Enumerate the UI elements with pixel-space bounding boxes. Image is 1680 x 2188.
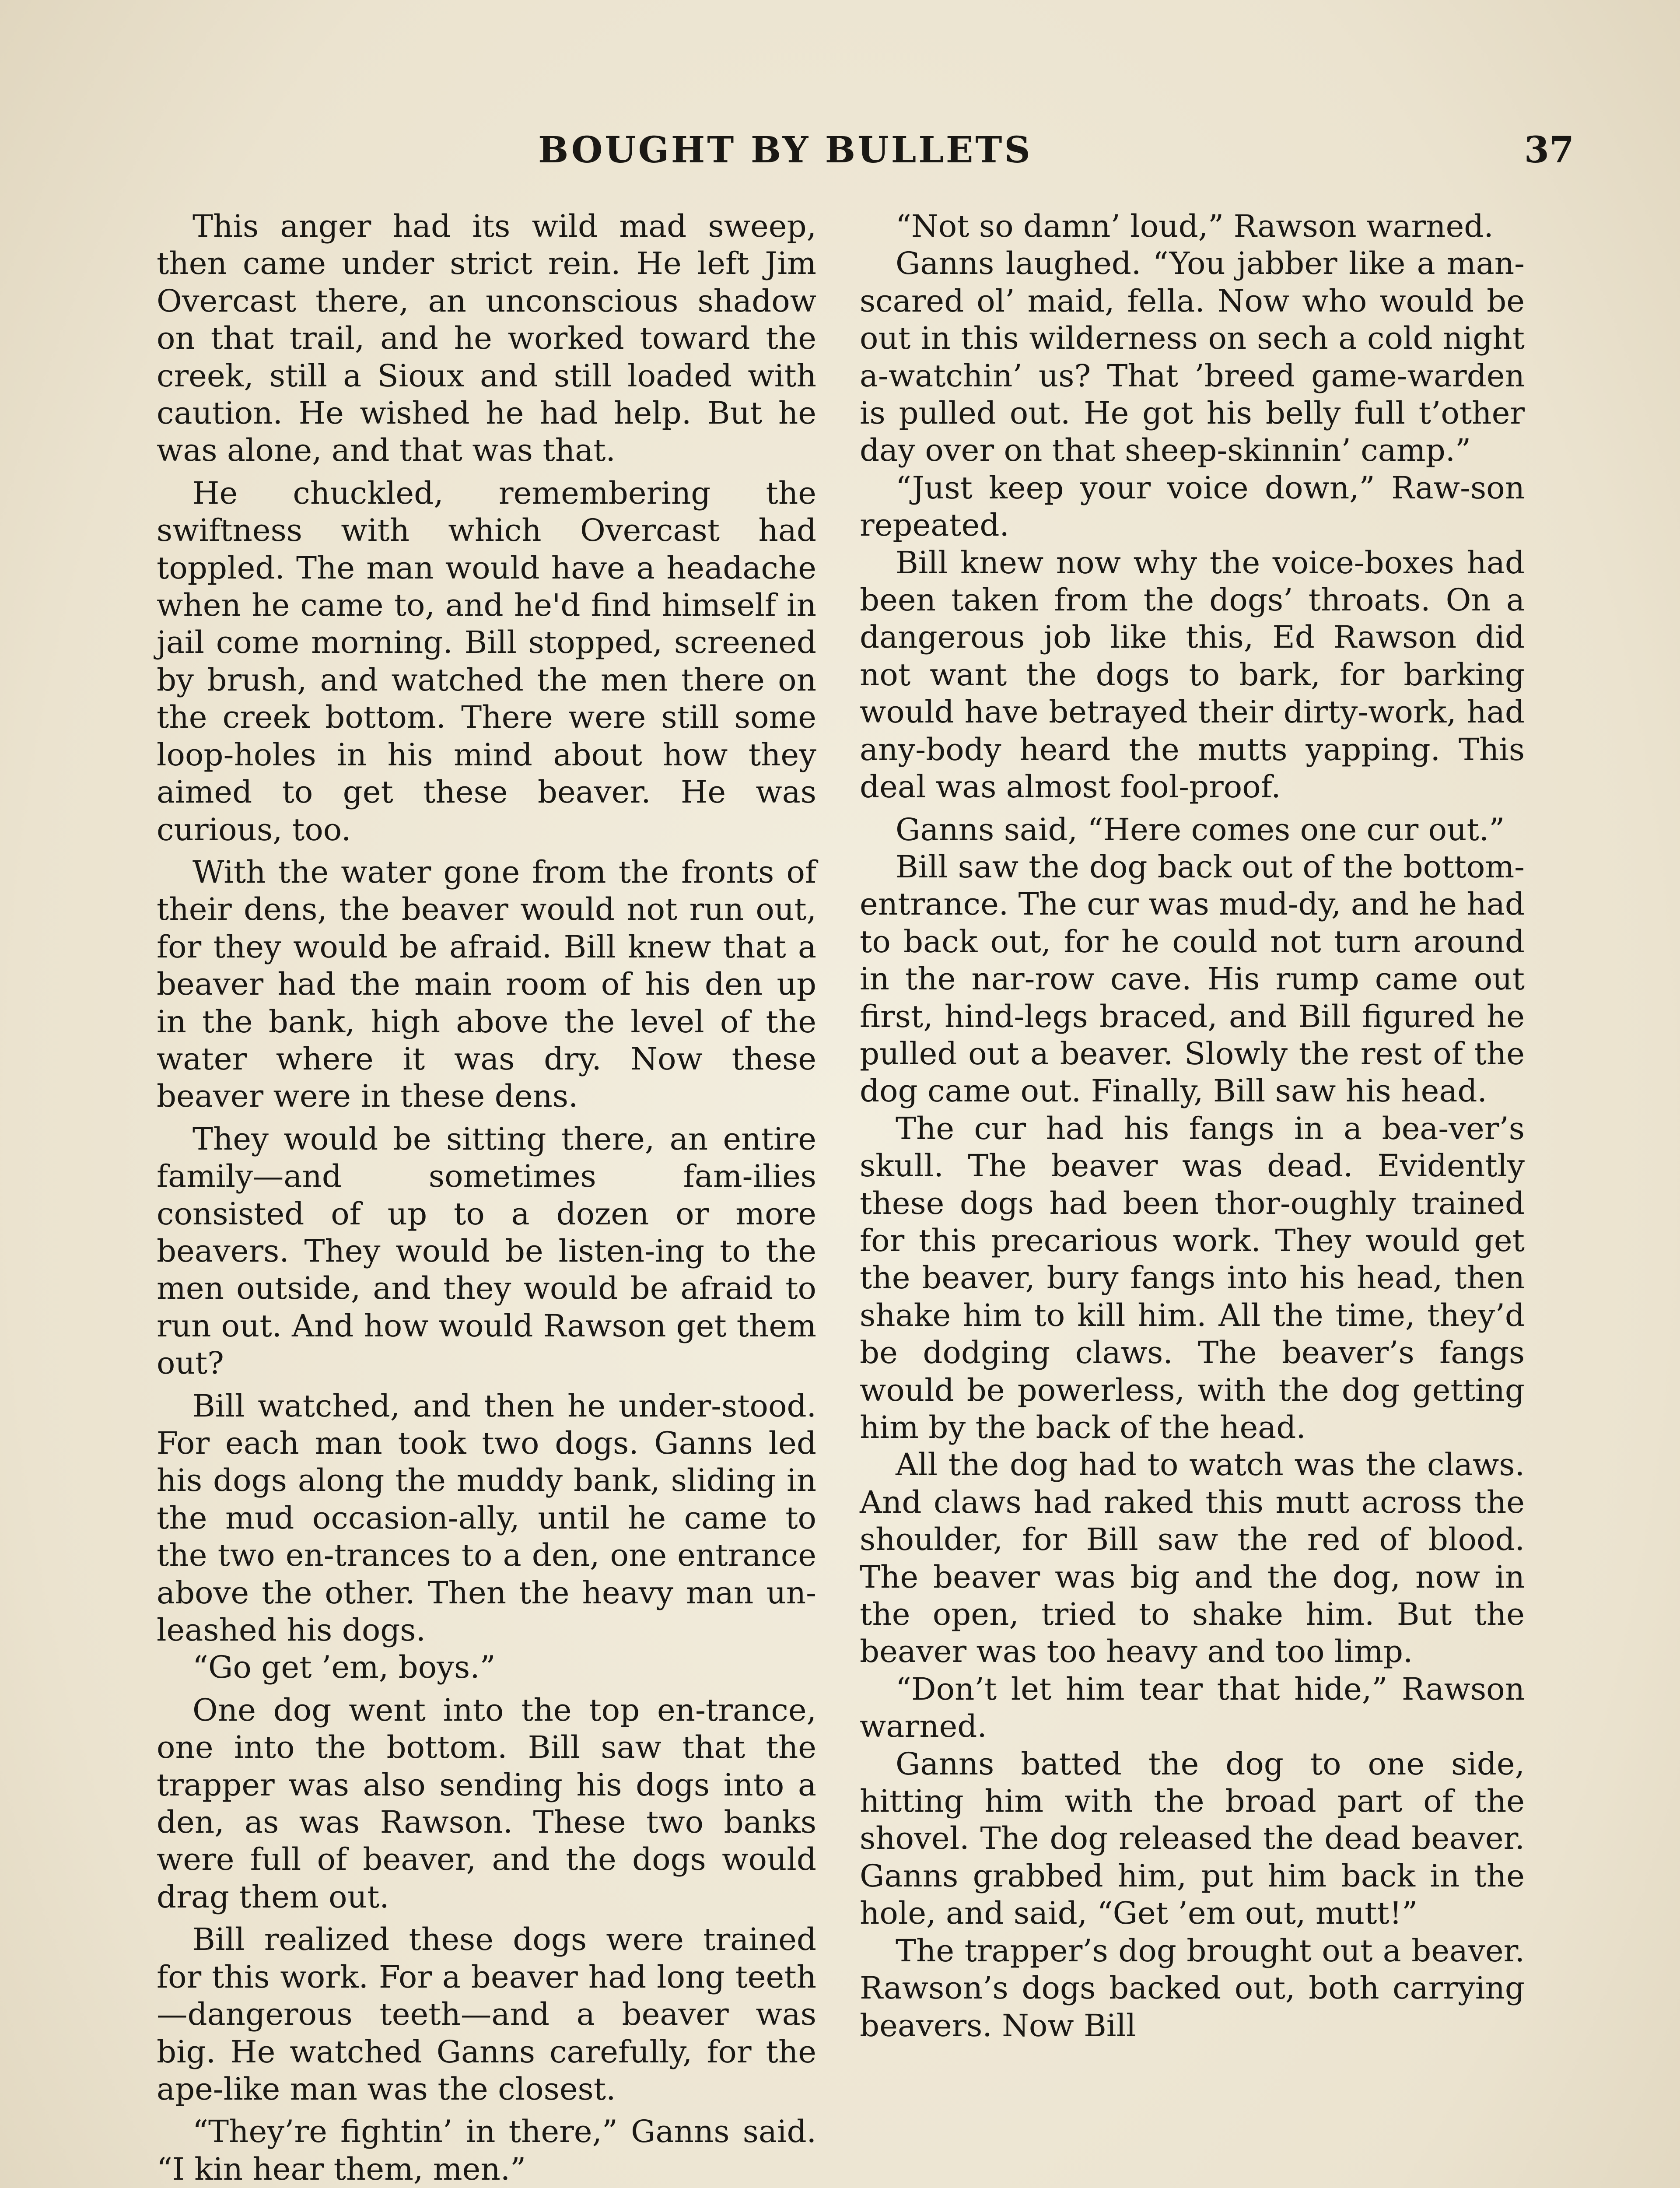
paragraph: He chuckled, remembering the swiftness with which Overcast had toppled. The man would have a headache when he came to, and he'd find himself in jail come morning. Bill stopped, screened by brush, and watched the men there on the creek bottom. There were still some loop-holes in his mind about how they aimed to get these beaver. He was curious, too. bbox=[157, 475, 816, 848]
paragraph: Ganns batted the dog to one side, hitting him with the broad part of the shovel. The dog released the dead beaver. Ganns grabbed him, put him back in the hole, and said, “Get ’em out, mutt!” bbox=[860, 1746, 1525, 1932]
paragraph: Bill realized these dogs were trained for this work. For a beaver had long teeth—dangerous teeth—and a beaver was big. He watched Ganns carefully, for the ape-like man was the closest. bbox=[157, 1922, 816, 2107]
paragraph: The trapper’s dog brought out a beaver. Rawson’s dogs backed out, both carrying beavers. Now Bill bbox=[860, 1932, 1525, 2044]
paragraph: “Go get ’em, boys.” bbox=[192, 1649, 496, 1686]
right-text-column bbox=[860, 208, 1525, 2044]
paragraph: Bill knew now why the voice-boxes had been taken from the dogs’ throats. On a dangerous job like this, Ed Rawson did not want the dogs to bark, for barking would have betrayed their dirty-work, had any-body heard the mutts yapping. This deal was almost fool-proof. bbox=[860, 544, 1525, 805]
paragraph: They would be sitting there, an entire family—and sometimes fam-ilies consisted of up to a dozen or more beavers. They would be listen-ing to the men outside, and they would be afraid to run out. And how would Rawson get them out? bbox=[157, 1121, 816, 1382]
page-number: 37 bbox=[1524, 129, 1574, 171]
paragraph: “Not so damn’ loud,” Rawson warned. bbox=[896, 208, 1494, 244]
paragraph: One dog went into the top en-trance, one into the bottom. Bill saw that the trapper was also sending his dogs into a den, as was Rawson. These two banks were full of beaver, and the dogs would drag them out. bbox=[157, 1692, 816, 1915]
paragraph: Bill saw the dog back out of the bottom-entrance. The cur was mud-dy, and he had to back out, for he could not turn around in the nar-row cave. His rump came out first, hind-legs braced, and Bill figured he pulled out a beaver. Slowly the rest of the dog came out. Finally, Bill saw his head. bbox=[860, 849, 1525, 1109]
paragraph: “Don’t let him tear that hide,” Rawson warned. bbox=[860, 1671, 1525, 1745]
paragraph: “Just keep your voice down,” Raw-son repeated. bbox=[860, 470, 1525, 543]
running-header-title: BOUGHT BY BULLETS bbox=[538, 129, 1032, 171]
paragraph: “They’re fightin’ in there,” Ganns said. “I kin hear them, men.” bbox=[157, 2114, 816, 2187]
paragraph: All the dog had to watch was the claws. And claws had raked this mutt across the shoulder, for Bill saw the red of blood. The beaver was big and the dog, now in the open, tried to shake him. But the beaver was too heavy and too limp. bbox=[860, 1447, 1525, 1670]
paragraph: This anger had its wild mad sweep, then came under strict rein. He left Jim Overcast there, an unconscious shadow on that trail, and he worked toward the creek, still a Sioux and still loaded with caution. He wished he had help. But he was alone, and that was that. bbox=[157, 208, 816, 469]
paragraph: Ganns laughed. “You jabber like a man-scared ol’ maid, fella. Now who would be out in this wilderness on sech a cold night a-watchin’ us? That ’breed game-warden is pulled out. He got his belly full t’other day over on that sheep-skinnin’ camp.” bbox=[860, 245, 1525, 469]
paragraph: Ganns said, “Here comes one cur out.” bbox=[896, 811, 1505, 848]
left-text-column bbox=[157, 208, 816, 2188]
paragraph: With the water gone from the fronts of their dens, the beaver would not run out, for they would be afraid. Bill knew that a beaver had the main room of his den up in the bank, high above the level of the water where it was dry. Now these beaver were in these dens. bbox=[157, 854, 816, 1115]
paragraph: Bill watched, and then he under-stood. For each man took two dogs. Ganns led his dogs along the muddy bank, sliding in the mud occasion-ally, until he came to the two en-trances to a den, one entrance above the other. Then the heavy man un-leashed his dogs. bbox=[157, 1388, 816, 1648]
paragraph: The cur had his fangs in a bea-ver’s skull. The beaver was dead. Evidently these dogs had been thor-oughly trained for this precarious work. They would get the beaver, bury fangs into his head, then shake him to kill him. All the time, they’d be dodging claws. The beaver’s fangs would be powerless, with the dog getting him by the back of the head. bbox=[860, 1110, 1525, 1445]
